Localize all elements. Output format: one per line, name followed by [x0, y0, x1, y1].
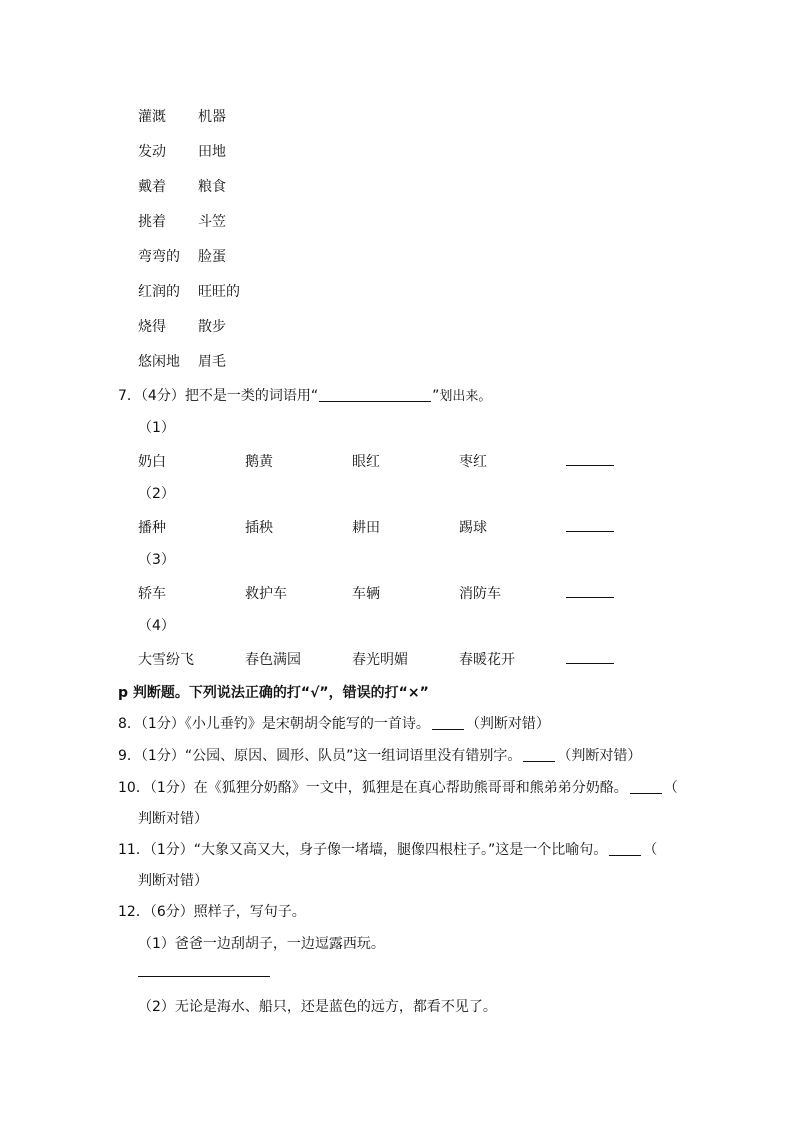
- question-11-continuation: 判断对错）: [138, 873, 208, 889]
- pair-left-word: 悠闲地: [138, 354, 180, 370]
- word-option: 消防车: [459, 586, 501, 602]
- question-9-text: 9．（1分）“公园、原因、圆形、队员”这一组词语里没有错别字。: [118, 748, 522, 764]
- pair-right-word: 田地: [198, 144, 226, 160]
- question-8-tail: （判断对错）: [465, 716, 550, 732]
- question-8-text: 8．（1分）《小儿垂钓》是宋朝胡令能写的一首诗。: [118, 716, 430, 732]
- pair-left-word: 戴着: [138, 179, 166, 195]
- word-option: 轿车: [138, 586, 166, 602]
- pair-left-word: 灌溉: [138, 109, 166, 125]
- question-9: [118, 745, 641, 765]
- question-10: [118, 777, 678, 797]
- pair-left-word: 烧得: [138, 319, 166, 335]
- word-option: 耕田: [352, 520, 380, 536]
- answer-line[interactable]: [138, 976, 270, 977]
- answer-blank[interactable]: [523, 761, 555, 762]
- pair-right-word: 粮食: [198, 179, 226, 195]
- answer-blank[interactable]: [630, 793, 662, 794]
- answer-blank[interactable]: [609, 855, 641, 856]
- pair-left-word: 红润的: [138, 284, 180, 300]
- word-option: 救护车: [245, 586, 287, 602]
- question-11: [118, 839, 657, 859]
- question-12-title: 12．（6分）照样子，写句子。: [118, 904, 306, 920]
- pair-left-word: 挑着: [138, 214, 166, 230]
- question-10-tail: （: [663, 780, 678, 796]
- word-option: 插秧: [245, 520, 273, 536]
- answer-blank[interactable]: [566, 531, 614, 532]
- word-option: 春暖花开: [459, 652, 515, 668]
- question-7-prefix: 7．（4分）把不是一类的词语用“: [118, 388, 319, 404]
- question-11-tail: （: [643, 842, 658, 858]
- pair-left-word: 发动: [138, 144, 166, 160]
- question-9-tail: （判断对错）: [557, 748, 642, 764]
- question-7-suffix: ”: [432, 388, 440, 404]
- word-option: 大雪纷飞: [138, 652, 194, 668]
- word-option: 枣红: [459, 454, 487, 470]
- word-option: 眼红: [352, 454, 380, 470]
- answer-blank[interactable]: [432, 729, 464, 730]
- pair-right-word: 机器: [198, 109, 226, 125]
- answer-blank[interactable]: [566, 597, 614, 598]
- answer-blank[interactable]: [566, 663, 614, 664]
- group-label: （4）: [138, 618, 175, 634]
- word-option: 车辆: [352, 586, 380, 602]
- group-label: （2）: [138, 486, 175, 502]
- group-label: （3）: [138, 552, 175, 568]
- word-option: 鹅黄: [245, 454, 273, 470]
- question-7-tail: 划出来。: [439, 389, 492, 404]
- question-10-continuation: 判断对错）: [138, 811, 208, 827]
- question-7-stem: [118, 385, 491, 405]
- answer-blank[interactable]: [566, 465, 614, 466]
- pair-right-word: 旺旺的: [198, 284, 240, 300]
- word-option: 奶白: [138, 454, 166, 470]
- question-10-text: 10．（1分）在《狐狸分奶酪》一文中，狐狸是在真心帮助熊哥哥和熊弟弟分奶酪。: [118, 780, 628, 796]
- question-11-text: 11．（1分）“大象又高又大，身子像一堵墙，腿像四根柱子。”这是一个比喻句。: [118, 842, 608, 858]
- pair-right-word: 眉毛: [198, 354, 226, 370]
- word-option: 踢球: [459, 520, 487, 536]
- group-label: （1）: [138, 420, 175, 436]
- pair-left-word: 弯弯的: [138, 249, 180, 265]
- word-option: 春色满园: [245, 652, 301, 668]
- question-8: [118, 713, 550, 733]
- pair-right-word: 斗笠: [198, 214, 226, 230]
- pair-right-word: 散步: [198, 319, 226, 335]
- word-option: 春光明媚: [352, 652, 408, 668]
- underline-blank: [319, 401, 431, 402]
- section-heading: p 判断题。下列说法正确的打“√”，错误的打“×”: [118, 685, 429, 701]
- question-12-item-2: （2）无论是海水、船只，还是蓝色的远方，都看不见了。: [138, 999, 497, 1015]
- question-12-item-1: （1）爸爸一边刮胡子，一边逗露西玩。: [138, 936, 385, 952]
- word-option: 播种: [138, 520, 166, 536]
- pair-right-word: 脸蛋: [198, 249, 226, 265]
